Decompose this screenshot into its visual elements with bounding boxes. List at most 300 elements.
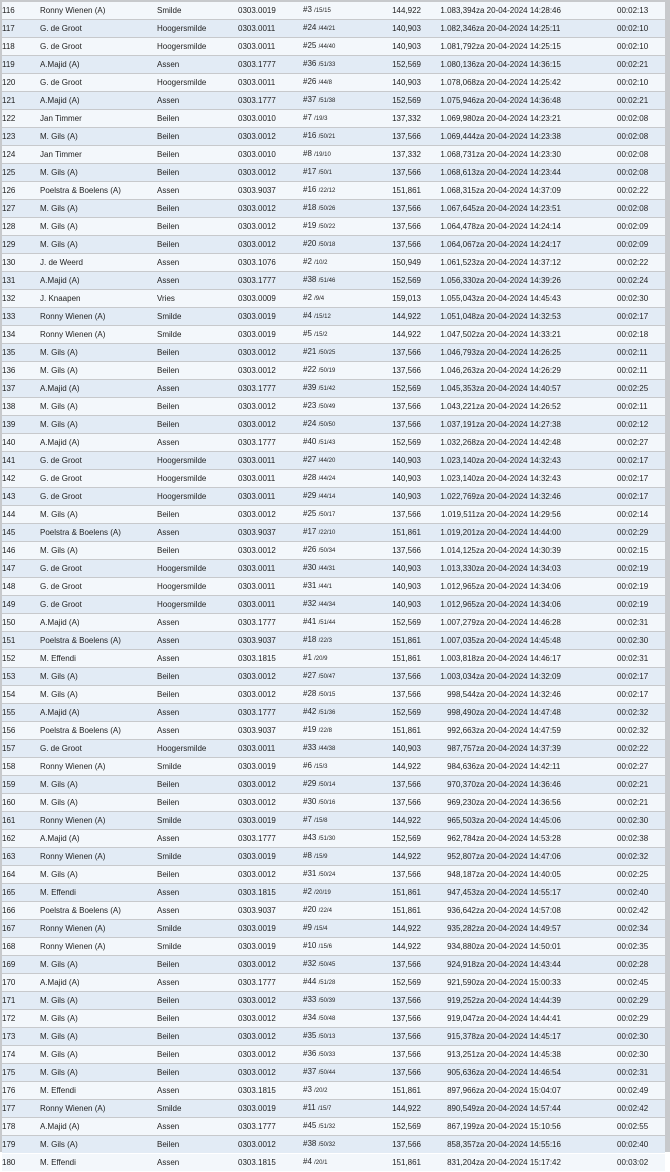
place-cell: Assen: [157, 380, 238, 397]
place-cell: Assen: [157, 704, 238, 721]
ring-cell: [303, 56, 367, 73]
flight-duration-cell: 00:02:21: [617, 794, 665, 811]
ring-rank: #28: [303, 689, 317, 698]
club-number-cell: 0303.0012: [238, 668, 303, 685]
distance-cell: 152,569: [367, 434, 421, 451]
table-row[interactable]: [2, 452, 665, 469]
speed-cell: 1.081,792: [421, 38, 476, 55]
arrival-time-cell: za 20-04-2024 14:45:43: [476, 290, 617, 307]
fancier-name-cell: M. Gils (A): [40, 1136, 157, 1153]
flight-duration-cell: 00:02:17: [617, 686, 665, 703]
table-row[interactable]: [2, 974, 665, 991]
ring-sub: /50/44: [318, 1070, 336, 1076]
speed-cell: 987,757: [421, 740, 476, 757]
speed-cell: 1.003,818: [421, 650, 476, 667]
distance-cell: 140,903: [367, 596, 421, 613]
speed-cell: 1.075,946: [421, 92, 476, 109]
ring-cell: [303, 596, 367, 613]
table-row[interactable]: [2, 110, 665, 127]
position-cell: 173: [2, 1028, 40, 1045]
position-cell: 140: [2, 434, 40, 451]
position-cell: 152: [2, 650, 40, 667]
table-row[interactable]: [2, 1154, 665, 1171]
arrival-time-cell: za 20-04-2024 14:32:46: [476, 488, 617, 505]
table-row[interactable]: [2, 578, 665, 595]
club-number-cell: 0303.0012: [238, 506, 303, 523]
speed-cell: 935,282: [421, 920, 476, 937]
flight-duration-cell: 00:02:30: [617, 1046, 665, 1063]
fancier-name-cell: M. Gils (A): [40, 776, 157, 793]
position-cell: 150: [2, 614, 40, 631]
place-cell: Hoogersmilde: [157, 596, 238, 613]
flight-duration-cell: 00:02:15: [617, 542, 665, 559]
table-row[interactable]: [2, 1010, 665, 1027]
arrival-time-cell: za 20-04-2024 14:34:06: [476, 578, 617, 595]
place-cell: Beilen: [157, 794, 238, 811]
ring-sub: /50/1: [318, 170, 332, 176]
fancier-name-cell: G. de Groot: [40, 452, 157, 469]
ring-cell: [303, 956, 367, 973]
table-row[interactable]: [2, 290, 665, 307]
ring-cell: [303, 1100, 367, 1117]
arrival-time-cell: za 20-04-2024 14:24:17: [476, 236, 617, 253]
ring-cell: [303, 686, 367, 703]
club-number-cell: 0303.0012: [238, 362, 303, 379]
ring-sub: /15/12: [314, 314, 331, 320]
position-cell: 169: [2, 956, 40, 973]
club-number-cell: 0303.0012: [238, 1064, 303, 1081]
ring-sub: /50/21: [318, 134, 336, 140]
distance-cell: 140,903: [367, 488, 421, 505]
table-row[interactable]: [2, 866, 665, 883]
ring-sub: /44/20: [318, 458, 336, 464]
place-cell: Smilde: [157, 848, 238, 865]
table-row[interactable]: [2, 56, 665, 73]
table-row[interactable]: [2, 1082, 665, 1099]
ring-rank: #38: [303, 275, 317, 284]
distance-cell: 137,566: [367, 956, 421, 973]
position-cell: 137: [2, 380, 40, 397]
flight-duration-cell: 00:02:45: [617, 974, 665, 991]
distance-cell: 144,922: [367, 2, 421, 19]
ring-sub: /50/45: [318, 962, 336, 968]
flight-duration-cell: 00:02:30: [617, 1028, 665, 1045]
distance-cell: 159,013: [367, 290, 421, 307]
speed-cell: 984,636: [421, 758, 476, 775]
distance-cell: 137,566: [367, 416, 421, 433]
position-cell: 125: [2, 164, 40, 181]
club-number-cell: 0303.1777: [238, 56, 303, 73]
fancier-name-cell: Ronny Wienen (A): [40, 308, 157, 325]
results-body: [2, 2, 665, 1171]
fancier-name-cell: G. de Groot: [40, 38, 157, 55]
position-cell: 153: [2, 668, 40, 685]
place-cell: Beilen: [157, 686, 238, 703]
ring-rank: #45: [303, 1121, 317, 1130]
ring-sub: /50/34: [318, 548, 336, 554]
club-number-cell: 0303.0019: [238, 848, 303, 865]
place-cell: Smilde: [157, 326, 238, 343]
table-row[interactable]: [2, 362, 665, 379]
club-number-cell: 0303.9037: [238, 722, 303, 739]
fancier-name-cell: M. Effendi: [40, 1082, 157, 1099]
ring-rank: #35: [303, 1031, 317, 1040]
table-row[interactable]: [2, 830, 665, 847]
place-cell: Assen: [157, 1154, 238, 1171]
arrival-time-cell: za 20-04-2024 14:26:29: [476, 362, 617, 379]
position-cell: 163: [2, 848, 40, 865]
fancier-name-cell: G. de Groot: [40, 74, 157, 91]
club-number-cell: 0303.0012: [238, 776, 303, 793]
table-row[interactable]: [2, 506, 665, 523]
fancier-name-cell: G. de Groot: [40, 560, 157, 577]
ring-cell: [303, 1010, 367, 1027]
table-row[interactable]: [2, 128, 665, 145]
table-row[interactable]: [2, 398, 665, 415]
table-row[interactable]: [2, 686, 665, 703]
flight-duration-cell: 00:02:49: [617, 1082, 665, 1099]
position-cell: 127: [2, 200, 40, 217]
table-row[interactable]: [2, 92, 665, 109]
speed-cell: 890,549: [421, 1100, 476, 1117]
place-cell: Beilen: [157, 1064, 238, 1081]
arrival-time-cell: za 20-04-2024 14:57:08: [476, 902, 617, 919]
club-number-cell: 0303.0012: [238, 128, 303, 145]
ring-sub: /50/25: [318, 350, 336, 356]
fancier-name-cell: Poelstra & Boelens (A): [40, 524, 157, 541]
table-row[interactable]: [2, 272, 665, 289]
ring-cell: [303, 344, 367, 361]
speed-cell: 1.019,201: [421, 524, 476, 541]
distance-cell: 140,903: [367, 452, 421, 469]
place-cell: Assen: [157, 830, 238, 847]
table-row[interactable]: [2, 20, 665, 37]
table-row[interactable]: [2, 956, 665, 973]
table-row[interactable]: [2, 1100, 665, 1117]
table-row[interactable]: [2, 812, 665, 829]
position-cell: 131: [2, 272, 40, 289]
arrival-time-cell: za 20-04-2024 14:34:06: [476, 596, 617, 613]
ring-rank: #11: [303, 1103, 316, 1112]
speed-cell: 905,636: [421, 1064, 476, 1081]
place-cell: Assen: [157, 56, 238, 73]
club-number-cell: 0303.0019: [238, 1100, 303, 1117]
ring-sub: /51/28: [318, 980, 336, 986]
fancier-name-cell: Poelstra & Boelens (A): [40, 722, 157, 739]
table-row[interactable]: [2, 1028, 665, 1045]
ring-cell: [303, 146, 367, 163]
flight-duration-cell: 00:02:40: [617, 884, 665, 901]
position-cell: 133: [2, 308, 40, 325]
position-cell: 154: [2, 686, 40, 703]
table-row[interactable]: [2, 650, 665, 667]
ring-cell: [303, 20, 367, 37]
ring-cell: [303, 722, 367, 739]
fancier-name-cell: Ronny Wienen (A): [40, 938, 157, 955]
fancier-name-cell: M. Gils (A): [40, 344, 157, 361]
speed-cell: 952,807: [421, 848, 476, 865]
ring-rank: #27: [303, 455, 317, 464]
position-cell: 160: [2, 794, 40, 811]
fancier-name-cell: A.Majid (A): [40, 272, 157, 289]
club-number-cell: 0303.0012: [238, 866, 303, 883]
arrival-time-cell: za 20-04-2024 14:34:03: [476, 560, 617, 577]
flight-duration-cell: 00:02:17: [617, 470, 665, 487]
table-row[interactable]: [2, 434, 665, 451]
flight-duration-cell: 00:02:27: [617, 758, 665, 775]
distance-cell: 151,861: [367, 182, 421, 199]
fancier-name-cell: G. de Groot: [40, 20, 157, 37]
table-row[interactable]: [2, 848, 665, 865]
table-row[interactable]: [2, 146, 665, 163]
distance-cell: 152,569: [367, 830, 421, 847]
ring-sub: /44/1: [318, 584, 332, 590]
club-number-cell: 0303.1777: [238, 974, 303, 991]
table-row[interactable]: [2, 524, 665, 541]
distance-cell: 144,922: [367, 758, 421, 775]
distance-cell: 137,566: [367, 794, 421, 811]
ring-rank: #17: [303, 167, 317, 176]
flight-duration-cell: 00:02:31: [617, 614, 665, 631]
ring-cell: [303, 650, 367, 667]
fancier-name-cell: M. Effendi: [40, 1154, 157, 1171]
table-row[interactable]: [2, 668, 665, 685]
speed-cell: 962,784: [421, 830, 476, 847]
distance-cell: 137,332: [367, 110, 421, 127]
ring-cell: [303, 848, 367, 865]
place-cell: Assen: [157, 902, 238, 919]
fancier-name-cell: M. Gils (A): [40, 1046, 157, 1063]
table-row[interactable]: [2, 38, 665, 55]
speed-cell: 1.032,268: [421, 434, 476, 451]
table-row[interactable]: [2, 218, 665, 235]
ring-rank: #19: [303, 725, 317, 734]
table-row[interactable]: [2, 344, 665, 361]
ring-sub: /50/19: [318, 368, 336, 374]
ring-cell: [303, 614, 367, 631]
table-row[interactable]: [2, 488, 665, 505]
arrival-time-cell: za 20-04-2024 14:25:11: [476, 20, 617, 37]
table-row[interactable]: [2, 2, 665, 19]
speed-cell: 1.013,330: [421, 560, 476, 577]
fancier-name-cell: M. Gils (A): [40, 236, 157, 253]
fancier-name-cell: M. Gils (A): [40, 542, 157, 559]
distance-cell: 137,566: [367, 866, 421, 883]
position-cell: 149: [2, 596, 40, 613]
speed-cell: 1.067,645: [421, 200, 476, 217]
club-number-cell: 0303.0012: [238, 956, 303, 973]
table-row[interactable]: [2, 1064, 665, 1081]
table-row[interactable]: [2, 938, 665, 955]
table-row[interactable]: [2, 776, 665, 793]
table-row[interactable]: [2, 182, 665, 199]
table-row[interactable]: [2, 236, 665, 253]
fancier-name-cell: A.Majid (A): [40, 614, 157, 631]
club-number-cell: 0303.0010: [238, 110, 303, 127]
arrival-time-cell: za 20-04-2024 14:25:15: [476, 38, 617, 55]
fancier-name-cell: Poelstra & Boelens (A): [40, 902, 157, 919]
place-cell: Smilde: [157, 1100, 238, 1117]
flight-duration-cell: 00:02:21: [617, 92, 665, 109]
place-cell: Assen: [157, 92, 238, 109]
place-cell: Beilen: [157, 218, 238, 235]
arrival-time-cell: za 20-04-2024 14:53:28: [476, 830, 617, 847]
table-row[interactable]: [2, 308, 665, 325]
fancier-name-cell: Ronny Wienen (A): [40, 758, 157, 775]
table-row[interactable]: [2, 704, 665, 721]
place-cell: Beilen: [157, 416, 238, 433]
table-row[interactable]: [2, 1118, 665, 1135]
table-row[interactable]: [2, 74, 665, 91]
ring-cell: [303, 488, 367, 505]
ring-sub: /50/39: [318, 998, 336, 1004]
ring-sub: /51/38: [318, 98, 336, 104]
speed-cell: 867,199: [421, 1118, 476, 1135]
table-row[interactable]: [2, 200, 665, 217]
place-cell: Assen: [157, 182, 238, 199]
arrival-time-cell: za 20-04-2024 14:40:05: [476, 866, 617, 883]
club-number-cell: 0303.9037: [238, 524, 303, 541]
speed-cell: 934,880: [421, 938, 476, 955]
fancier-name-cell: M. Gils (A): [40, 128, 157, 145]
ring-cell: [303, 668, 367, 685]
table-row[interactable]: [2, 254, 665, 271]
ring-cell: [303, 866, 367, 883]
distance-cell: 151,861: [367, 722, 421, 739]
flight-duration-cell: 00:02:09: [617, 236, 665, 253]
ring-cell: [303, 974, 367, 991]
distance-cell: 140,903: [367, 740, 421, 757]
table-row[interactable]: [2, 920, 665, 937]
ring-cell: [303, 362, 367, 379]
ring-cell: [303, 578, 367, 595]
flight-duration-cell: 00:02:42: [617, 1100, 665, 1117]
table-row[interactable]: [2, 632, 665, 649]
position-cell: 176: [2, 1082, 40, 1099]
arrival-time-cell: za 20-04-2024 14:26:25: [476, 344, 617, 361]
speed-cell: 1.023,140: [421, 452, 476, 469]
ring-rank: #25: [303, 509, 317, 518]
club-number-cell: 0303.0011: [238, 452, 303, 469]
table-row[interactable]: [2, 416, 665, 433]
table-row[interactable]: [2, 614, 665, 631]
table-row[interactable]: [2, 740, 665, 757]
arrival-time-cell: za 20-04-2024 14:23:38: [476, 128, 617, 145]
fancier-name-cell: M. Gils (A): [40, 416, 157, 433]
place-cell: Beilen: [157, 1046, 238, 1063]
ring-sub: /15/6: [318, 944, 332, 950]
ring-rank: #9: [303, 923, 312, 932]
place-cell: Assen: [157, 722, 238, 739]
table-row[interactable]: [2, 560, 665, 577]
fancier-name-cell: G. de Groot: [40, 596, 157, 613]
flight-duration-cell: 00:02:31: [617, 650, 665, 667]
ring-cell: [303, 74, 367, 91]
table-row[interactable]: [2, 596, 665, 613]
distance-cell: 137,566: [367, 1136, 421, 1153]
club-number-cell: 0303.0012: [238, 992, 303, 1009]
ring-cell: [303, 218, 367, 235]
ring-rank: #38: [303, 1139, 317, 1148]
table-row[interactable]: [2, 902, 665, 919]
table-row[interactable]: [2, 722, 665, 739]
ring-rank: #30: [303, 563, 317, 572]
table-row[interactable]: [2, 884, 665, 901]
ring-cell: [303, 1046, 367, 1063]
table-row[interactable]: [2, 794, 665, 811]
ring-rank: #8: [303, 149, 312, 158]
table-row[interactable]: [2, 992, 665, 1009]
distance-cell: 137,566: [367, 992, 421, 1009]
distance-cell: 137,566: [367, 1028, 421, 1045]
ring-cell: [303, 1064, 367, 1081]
ring-cell: [303, 812, 367, 829]
ring-cell: [303, 902, 367, 919]
speed-cell: 1.051,048: [421, 308, 476, 325]
arrival-time-cell: za 20-04-2024 14:49:57: [476, 920, 617, 937]
ring-cell: [303, 542, 367, 559]
place-cell: Hoogersmilde: [157, 560, 238, 577]
distance-cell: 151,861: [367, 650, 421, 667]
position-cell: 158: [2, 758, 40, 775]
club-number-cell: 0303.1777: [238, 830, 303, 847]
table-row[interactable]: [2, 380, 665, 397]
fancier-name-cell: Ronny Wienen (A): [40, 812, 157, 829]
ring-rank: #23: [303, 401, 317, 410]
position-cell: 123: [2, 128, 40, 145]
table-row[interactable]: [2, 758, 665, 775]
arrival-time-cell: za 20-04-2024 14:23:44: [476, 164, 617, 181]
arrival-time-cell: za 20-04-2024 14:44:41: [476, 1010, 617, 1027]
flight-duration-cell: 00:02:11: [617, 362, 665, 379]
position-cell: 174: [2, 1046, 40, 1063]
ring-sub: /51/42: [318, 386, 336, 392]
flight-duration-cell: 00:02:31: [617, 1064, 665, 1081]
distance-cell: 137,332: [367, 146, 421, 163]
table-row[interactable]: [2, 1046, 665, 1063]
arrival-time-cell: za 20-04-2024 14:37:12: [476, 254, 617, 271]
speed-cell: 992,663: [421, 722, 476, 739]
ring-rank: #10: [303, 941, 317, 950]
ring-rank: #32: [303, 599, 317, 608]
arrival-time-cell: za 20-04-2024 14:27:38: [476, 416, 617, 433]
position-cell: 143: [2, 488, 40, 505]
position-cell: 162: [2, 830, 40, 847]
fancier-name-cell: A.Majid (A): [40, 380, 157, 397]
position-cell: 135: [2, 344, 40, 361]
ring-sub: /50/22: [318, 224, 336, 230]
table-row[interactable]: [2, 164, 665, 181]
distance-cell: 140,903: [367, 74, 421, 91]
club-number-cell: 0303.1777: [238, 92, 303, 109]
table-row[interactable]: [2, 470, 665, 487]
flight-duration-cell: 00:02:29: [617, 524, 665, 541]
table-row[interactable]: [2, 542, 665, 559]
ring-rank: #17: [303, 527, 317, 536]
fancier-name-cell: G. de Groot: [40, 488, 157, 505]
table-row[interactable]: [2, 1136, 665, 1153]
table-row[interactable]: [2, 326, 665, 343]
ring-rank: #7: [303, 815, 312, 824]
fancier-name-cell: M. Gils (A): [40, 866, 157, 883]
ring-sub: /15/9: [314, 854, 328, 860]
club-number-cell: 0303.0012: [238, 164, 303, 181]
ring-cell: [303, 632, 367, 649]
distance-cell: 137,566: [367, 128, 421, 145]
flight-duration-cell: 00:02:18: [617, 326, 665, 343]
distance-cell: 137,566: [367, 776, 421, 793]
arrival-time-cell: za 20-04-2024 14:23:30: [476, 146, 617, 163]
